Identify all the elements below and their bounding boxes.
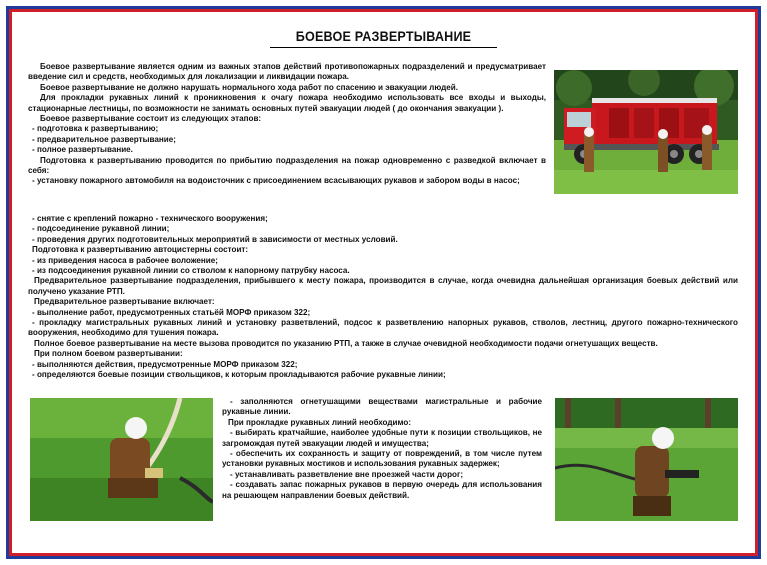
text-block-top (28, 62, 546, 187)
paragraph: - проведения других подготовительных мероприятий в зависимости от местных условий. (32, 234, 398, 244)
paragraph: - из приведения насоса в рабочее воложение; (32, 255, 218, 265)
paragraph: Подготовка к развертыванию автоцистерны состоит: (32, 245, 249, 255)
paragraph: - создавать запас пожарных рукавов в первую очередь для использования на решающем направлении боевых действий. (222, 480, 542, 500)
paragraph: - прокладку магистральных рукавных линий и установку разветвлений, подсос к разветвлению напорных рукавов, стволов, лестниц, другого пожарно-технического вооружения, необходимо для тушения пожара. (28, 318, 738, 338)
fire-truck-photo (554, 70, 738, 194)
paragraph: - установку пожарного автомобиля на водоисточник с присоединением всасывающих рукавов и забором воды в насос; (32, 176, 520, 186)
paragraph: - из подсоединения рукавной линии со стволом к напорному патрубку насоса. (32, 266, 350, 276)
paragraph: - подготовка к развертыванию; (32, 124, 159, 134)
paragraph: Боевое развертывание не должно нарушать нормального хода работ по спасению и эвакуации людей. (40, 82, 458, 92)
paragraph: При прокладке рукавных линий необходимо: (228, 417, 412, 427)
paragraph: Боевое развертывание состоит из следующих этапов: (40, 114, 262, 124)
firefighter-with-nozzle-photo (555, 398, 738, 521)
paragraph: Предварительное развертывание включает: (34, 297, 215, 307)
paragraph: Подготовка к развертыванию проводится по прибытию подразделения на пожар одновременно с разведкой включает в себя: (28, 155, 546, 176)
paragraph: - заполняются огнетушащими веществами магистральные и рабочие рукавные линии. (222, 397, 542, 417)
title-underline (270, 47, 497, 48)
paragraph: Предварительное развертывание подразделения, прибывшего к месту пожара, производится в случае, когда очевидна дальнейшая организация боевых действий или получено указание РТП. (28, 276, 738, 296)
paragraph: Для прокладки рукавных линий к проникновения к очагу пожара необходимо использовать все входы и выходы, стационарные лестницы, по возможности не занимать основных путей эвакуации людей ( до окончания эвакуации ). (28, 93, 546, 113)
paragraph: - снятие с креплений пожарно - технического вооружения; (32, 214, 268, 223)
paragraph: - выполняются действия, предусмотренные МОРФ приказом 322; (32, 359, 298, 369)
paragraph: - устанавливать разветвление вне проезжей части дорог; (230, 469, 464, 479)
firefighter-connecting-hose-photo (30, 398, 213, 521)
paragraph: - полное развертывание. (32, 145, 133, 155)
paragraph: При полном боевом развертывании: (34, 349, 183, 359)
paragraph: - обеспечить их сохранность и защиту от повреждений, в том числе путем установки рукавных мостиков и использования рукавных задержек; (222, 449, 542, 469)
paragraph: Боевое развертывание является одним из важных этапов действий противопожарных подразделений и предусматривает введение сил и средств, необходимых для локализации и ликвидации пожара. (28, 62, 546, 82)
text-block-middle (28, 214, 738, 381)
text-block-center (222, 397, 542, 501)
page-title: БОЕВОЕ РАЗВЕРТЫВАНИЕ (295, 28, 472, 44)
paragraph: - подсоединение рукавной линии; (32, 224, 170, 234)
paragraph: - определяются боевые позиции ствольщиков, к которым прокладываются рабочие рукавные линии; (32, 370, 446, 380)
paragraph: Полное боевое развертывание на месте вызова проводится по указанию РТП, а также в случае очевидной необходимости подачи огнетушащих веществ. (34, 338, 658, 348)
paragraph: - выбирать кратчайшие, наиболее удобные пути к позиции ствольщиков, не загромождая путей эвакуации людей и имущества; (222, 428, 542, 448)
paragraph: - предварительное развертывание; (32, 134, 176, 144)
paragraph: - выполнение работ, предусмотренных статьёй МОРФ приказом 322; (32, 307, 311, 317)
